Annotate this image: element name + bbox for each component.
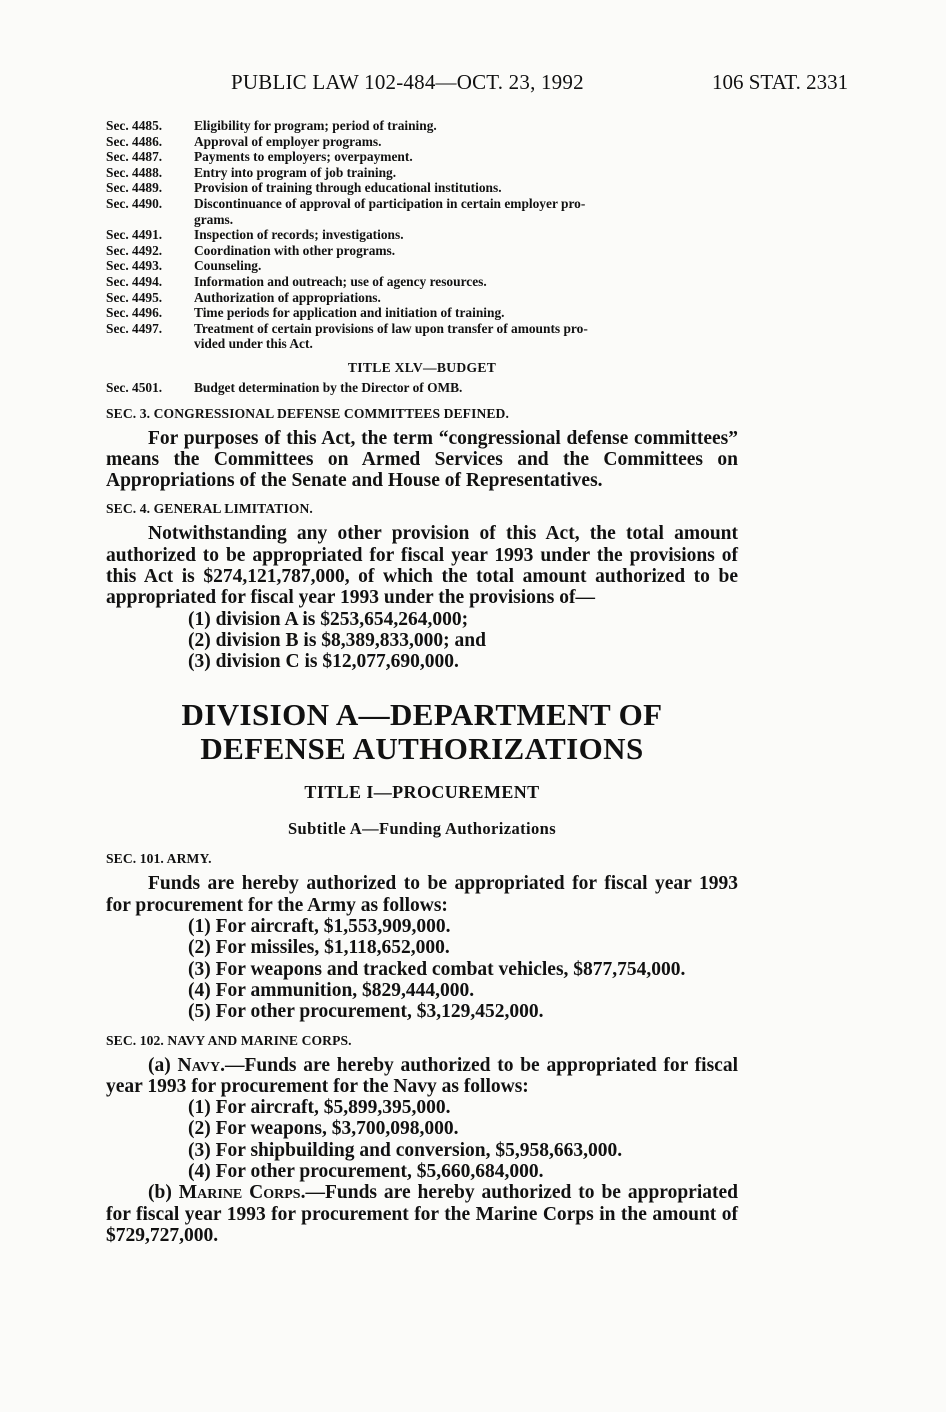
toc-section-title: Payments to employers; overpayment. <box>194 149 413 165</box>
table-of-contents <box>106 118 738 352</box>
toc-section-title: Provision of training through educational institutions. <box>194 180 502 196</box>
toc-entry <box>106 180 738 196</box>
subsection-text: .—Funds are hereby authorized to be appropriated for fiscal year 1993 for procurement for the Navy as follows: <box>106 1054 738 1097</box>
toc-section-number: Sec. 4491. <box>106 227 163 243</box>
list-item: (2) division B is $8,389,833,000; and <box>188 629 486 651</box>
toc-entry <box>106 149 738 165</box>
list-item: (4) For ammunition, $829,444,000. <box>188 979 475 1001</box>
toc-section-number: Sec. 4494. <box>106 273 163 289</box>
toc-section-number: Sec. 4495. <box>106 289 163 305</box>
subsection-term: Marine Corps <box>178 1182 301 1204</box>
toc-entry <box>106 274 738 290</box>
toc-entry <box>106 227 738 243</box>
toc-section-title: Treatment of certain provisions of law upon transfer of amounts pro- <box>194 320 588 336</box>
toc-entry <box>106 321 738 337</box>
section-101-heading: SEC. 101. ARMY. <box>106 851 212 867</box>
title-i-heading: TITLE I—PROCUREMENT <box>304 782 540 803</box>
section-101-text: Funds are hereby authorized to be appropriated for fiscal year 1993 for procurement for the Army as follows: <box>106 873 738 916</box>
toc-entry <box>106 243 738 259</box>
running-header <box>0 70 946 100</box>
title-xlv-heading: TITLE XLV—BUDGET <box>347 359 497 375</box>
division-heading-line: DEFENSE AUTHORIZATIONS <box>200 731 644 767</box>
header-title: PUBLIC LAW 102-484—OCT. 23, 1992 <box>231 70 584 94</box>
toc-section-title: Coordination with other programs. <box>194 242 396 258</box>
toc-section-number: Sec. 4490. <box>106 195 163 211</box>
toc-section-title: Information and outreach; use of agency resources. <box>194 273 487 289</box>
division-heading <box>106 698 738 766</box>
list-item: (5) For other procurement, $3,129,452,000. <box>188 1001 544 1023</box>
toc-section-number: Sec. 4487. <box>106 149 163 165</box>
toc-entry <box>106 165 738 181</box>
toc-section-title: Eligibility for program; period of training. <box>194 118 437 133</box>
toc-entry <box>106 380 738 396</box>
subtitle-a-heading: Subtitle A—Funding Authorizations <box>287 819 557 839</box>
list-item: (3) For weapons and tracked combat vehicles, $877,754,000. <box>188 958 686 980</box>
subsection-term: Navy <box>177 1054 221 1076</box>
section-3-heading: SEC. 3. CONGRESSIONAL DEFENSE COMMITTEES DEFINED. <box>106 405 509 421</box>
toc-section-title: Time periods for application and initiation of training. <box>194 305 505 321</box>
toc-entry <box>106 290 738 306</box>
toc-entry <box>106 305 738 321</box>
toc-section-number: Sec. 4501. <box>106 379 163 395</box>
toc-entry-continuation: grams. <box>194 211 234 227</box>
page-content <box>106 118 738 1246</box>
list-item: (1) For aircraft, $5,899,395,000. <box>188 1097 451 1119</box>
toc-section-title: Budget determination by the Director of OMB. <box>194 379 463 395</box>
toc-section-number: Sec. 4497. <box>106 320 163 336</box>
list-item: (1) division A is $253,654,264,000; <box>188 608 469 630</box>
subsection-label: (b) <box>148 1182 179 1204</box>
section-4-heading: SEC. 4. GENERAL LIMITATION. <box>106 501 313 517</box>
toc-section-title: Entry into program of job training. <box>194 164 397 180</box>
list-item: (1) For aircraft, $1,553,909,000. <box>188 916 451 938</box>
division-heading-line: DIVISION A—DEPARTMENT OF <box>181 697 663 733</box>
toc-section-number: Sec. 4496. <box>106 305 163 321</box>
toc-section-number: Sec. 4485. <box>106 118 163 133</box>
section-3-text: For purposes of this Act, the term “congressional defense committees” means the Committees on Armed Services and the Committees on Appropriations of the Senate and House of Representatives. <box>106 427 738 492</box>
list-item: (3) division C is $12,077,690,000. <box>188 651 459 673</box>
toc-section-number: Sec. 4486. <box>106 133 163 149</box>
subsection-text: .—Funds are hereby authorized to be appropriated for fiscal year 1993 for procurement for the Marine Corps in the amount of $729,727,000. <box>106 1182 739 1246</box>
toc-section-number: Sec. 4492. <box>106 242 163 258</box>
toc-section-title: Inspection of records; investigations. <box>194 227 404 243</box>
toc-section-title: Counseling. <box>194 258 262 274</box>
section-102a-text <box>106 1055 738 1098</box>
header-page-number: 106 STAT. 2331 <box>712 70 849 94</box>
toc-section-number: Sec. 4488. <box>106 164 163 180</box>
toc-entry <box>106 196 738 212</box>
toc-section-number: Sec. 4493. <box>106 258 163 274</box>
toc-section-title: Approval of employer programs. <box>194 133 382 149</box>
list-item: (2) For weapons, $3,700,098,000. <box>188 1118 459 1140</box>
toc-section-title: Discontinuance of approval of participation in certain employer pro- <box>194 195 586 211</box>
subsection-label: (a) <box>148 1054 178 1076</box>
toc-entry <box>106 258 738 274</box>
toc-section-title: Authorization of appropriations. <box>194 289 381 305</box>
section-102-heading: SEC. 102. NAVY AND MARINE CORPS. <box>106 1032 352 1048</box>
toc-entry <box>106 134 738 150</box>
section-4-text: Notwithstanding any other provision of this Act, the total amount authorized to be appropriated for fiscal year 1993 under the provisions of this Act is $274,121,787,000, of which the total amount authorized to be appropriated for fiscal year 1993 under the provisions of— <box>106 523 738 609</box>
toc-section-number: Sec. 4489. <box>106 180 163 196</box>
list-item: (2) For missiles, $1,118,652,000. <box>188 937 450 959</box>
toc-entry-continuation: vided under this Act. <box>194 336 313 352</box>
section-102b-text <box>106 1182 738 1246</box>
toc-entry <box>106 118 738 134</box>
list-item: (4) For other procurement, $5,660,684,000. <box>188 1161 544 1183</box>
list-item: (3) For shipbuilding and conversion, $5,958,663,000. <box>188 1139 623 1161</box>
